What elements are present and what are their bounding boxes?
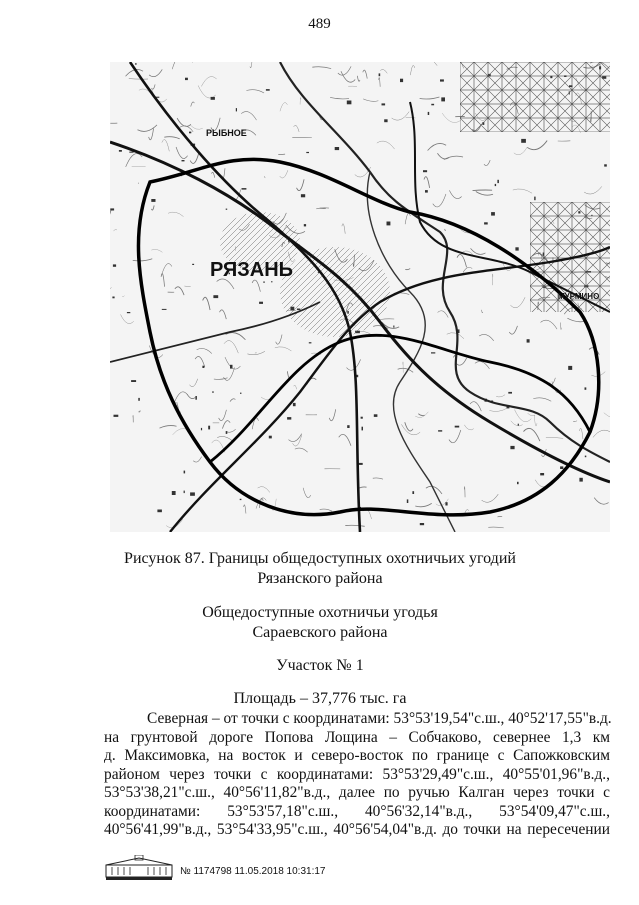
map-settlement-mark <box>135 63 137 64</box>
map-settlement-mark <box>271 281 273 282</box>
map-settlement-mark <box>236 108 237 111</box>
map-settlement-mark <box>119 150 122 152</box>
map-settlement-mark <box>400 79 403 82</box>
map-settlement-mark <box>579 478 582 482</box>
map-settlement-mark <box>515 247 518 250</box>
map-settlement-mark <box>491 212 495 216</box>
map-settlement-mark <box>497 180 499 183</box>
map-settlement-mark <box>304 224 306 226</box>
map-settlement-mark <box>455 426 460 428</box>
page-number: 489 <box>308 16 331 32</box>
map-settlement-mark <box>384 119 387 122</box>
map-settlement-mark <box>309 342 312 343</box>
map-settlement-mark <box>347 101 352 105</box>
map-settlement-mark <box>382 103 386 105</box>
boundary-description <box>104 710 610 840</box>
body-line: 53°53'38,21"с.ш., 40°56'11,82"в.д., далее по ручью Калган через точки с <box>104 784 610 801</box>
document-footer <box>104 855 404 883</box>
map-settlement-mark <box>431 104 434 106</box>
map-settlement-mark <box>182 160 185 161</box>
map-settlement-mark <box>518 424 519 426</box>
map-settlement-mark <box>263 282 265 283</box>
map-settlement-mark <box>113 264 116 266</box>
body-line: районом через точки с координатами: 53°53'29,49"с.ш., 40°55'01,96"в.д., <box>104 765 610 783</box>
section-heading <box>60 603 580 643</box>
map-settlement-mark <box>172 491 176 495</box>
map-settlement-mark <box>495 184 496 186</box>
map-settlement-mark <box>347 425 349 428</box>
map-settlement-mark <box>242 188 247 190</box>
map-settlement-mark <box>484 222 488 224</box>
map-settlement-mark <box>440 79 444 81</box>
map-settlement-mark <box>157 510 162 513</box>
map-settlement-mark <box>560 466 563 469</box>
map-settlement-mark <box>184 471 186 474</box>
map-settlement-mark <box>184 491 185 494</box>
map-label-ryazan: РЯЗАНЬ <box>210 259 294 281</box>
map-settlement-mark <box>189 132 191 134</box>
map-settlement-mark <box>374 414 378 417</box>
map-label-murmino: МУРМИНО <box>558 292 600 301</box>
map-settlement-mark <box>114 415 119 417</box>
map-settlement-mark <box>240 499 242 500</box>
body-line: координатами: 53°53'57,18"с.ш., 40°56'32,14"в.д., 53°54'09,47"с.ш., <box>104 802 610 820</box>
area-line: Площадь – 37,776 тыс. га <box>233 690 407 707</box>
map-settlement-mark <box>195 396 197 400</box>
map-settlement-mark <box>521 139 526 143</box>
hunting-grounds-map <box>110 62 610 532</box>
map-settlement-mark <box>266 89 270 91</box>
map-settlement-mark <box>361 417 363 419</box>
map-settlement-mark <box>226 431 228 434</box>
map-settlement-mark <box>510 446 514 449</box>
body-line: Северная – от точки с координатами: 53°53'19,54"с.ш., 40°52'17,55"в.д. <box>147 710 612 727</box>
body-line: на грунтовой дороге Попова Лощина – Собчаково, севернее 1,3 км <box>104 728 610 746</box>
map-settlement-mark <box>540 473 544 475</box>
map-settlement-mark <box>301 194 305 197</box>
map-settlement-mark <box>259 302 263 304</box>
building-logo-icon <box>104 855 174 881</box>
map-settlement-mark <box>306 152 309 153</box>
map-settlement-mark <box>112 297 114 299</box>
map-settlement-mark <box>585 456 587 458</box>
map-settlement-mark <box>441 97 445 101</box>
map-settlement-mark <box>407 499 409 503</box>
map-settlement-mark <box>585 387 587 389</box>
map-settlement-mark <box>387 222 391 226</box>
map-settlement-mark <box>445 502 447 505</box>
figure-caption <box>60 549 580 589</box>
map-settlement-mark <box>428 112 430 115</box>
map-settlement-mark <box>287 417 291 420</box>
map-settlement-mark <box>127 312 130 313</box>
map-settlement-mark <box>412 491 414 494</box>
map-settlement-mark <box>110 208 114 210</box>
map-settlement-mark <box>162 309 167 310</box>
map-settlement-mark <box>425 190 428 193</box>
map-settlement-mark <box>211 97 215 100</box>
map-settlement-mark <box>151 199 155 202</box>
map-settlement-mark <box>212 392 214 393</box>
map-settlement-mark <box>393 326 394 328</box>
map-settlement-mark <box>517 482 519 484</box>
map-settlement-mark <box>240 393 241 394</box>
map-settlement-mark <box>131 380 136 382</box>
map-settlement-mark <box>192 264 194 265</box>
map-settlement-mark <box>202 366 204 368</box>
figure-caption-line2: Рязанского района <box>257 570 383 587</box>
map-label-rybnoe: РЫБНОЕ <box>206 128 247 138</box>
map-settlement-mark <box>190 492 195 495</box>
map-settlement-mark <box>423 170 427 172</box>
plot-heading: Участок № 1 <box>276 657 364 674</box>
map-settlement-mark <box>362 427 364 431</box>
map-settlement-mark <box>201 428 202 430</box>
map-settlement-mark <box>379 73 381 76</box>
map-settlement-mark <box>213 295 218 298</box>
body-line: 40°56'41,99"в.д., 53°54'33,95"с.ш., 40°56'54,04"в.д. до точки на пересечении <box>104 821 610 838</box>
section-heading-line1: Общедоступные охотничьи угодья <box>202 604 438 621</box>
map-settlement-mark <box>568 366 572 370</box>
map-settlement-mark <box>604 164 607 166</box>
section-heading-line2: Сараевского района <box>252 624 388 641</box>
forest-grid-area <box>460 62 610 132</box>
map-figure <box>110 62 610 532</box>
map-settlement-mark <box>208 426 210 430</box>
body-line: д. Максимовка, на восток и северо-восток по границе с Сапожковским <box>104 747 610 764</box>
map-settlement-mark <box>534 197 535 201</box>
map-settlement-mark <box>138 398 140 401</box>
map-settlement-mark <box>431 352 435 353</box>
map-settlement-mark <box>129 152 133 153</box>
map-settlement-mark <box>508 392 512 394</box>
map-settlement-mark <box>226 209 228 210</box>
figure-caption-line1: Рисунок 87. Границы общедоступных охотничьих угодий <box>124 550 516 567</box>
map-settlement-mark <box>230 365 233 369</box>
map-settlement-mark <box>438 430 442 431</box>
map-settlement-mark <box>185 78 188 80</box>
map-settlement-mark <box>293 403 296 406</box>
map-settlement-mark <box>527 339 530 342</box>
map-settlement-mark <box>420 523 424 525</box>
registration-stamp: № 1174798 11.05.2018 10:31:17 <box>180 866 326 877</box>
map-settlement-mark <box>335 147 339 150</box>
map-settlement-mark <box>269 436 272 439</box>
